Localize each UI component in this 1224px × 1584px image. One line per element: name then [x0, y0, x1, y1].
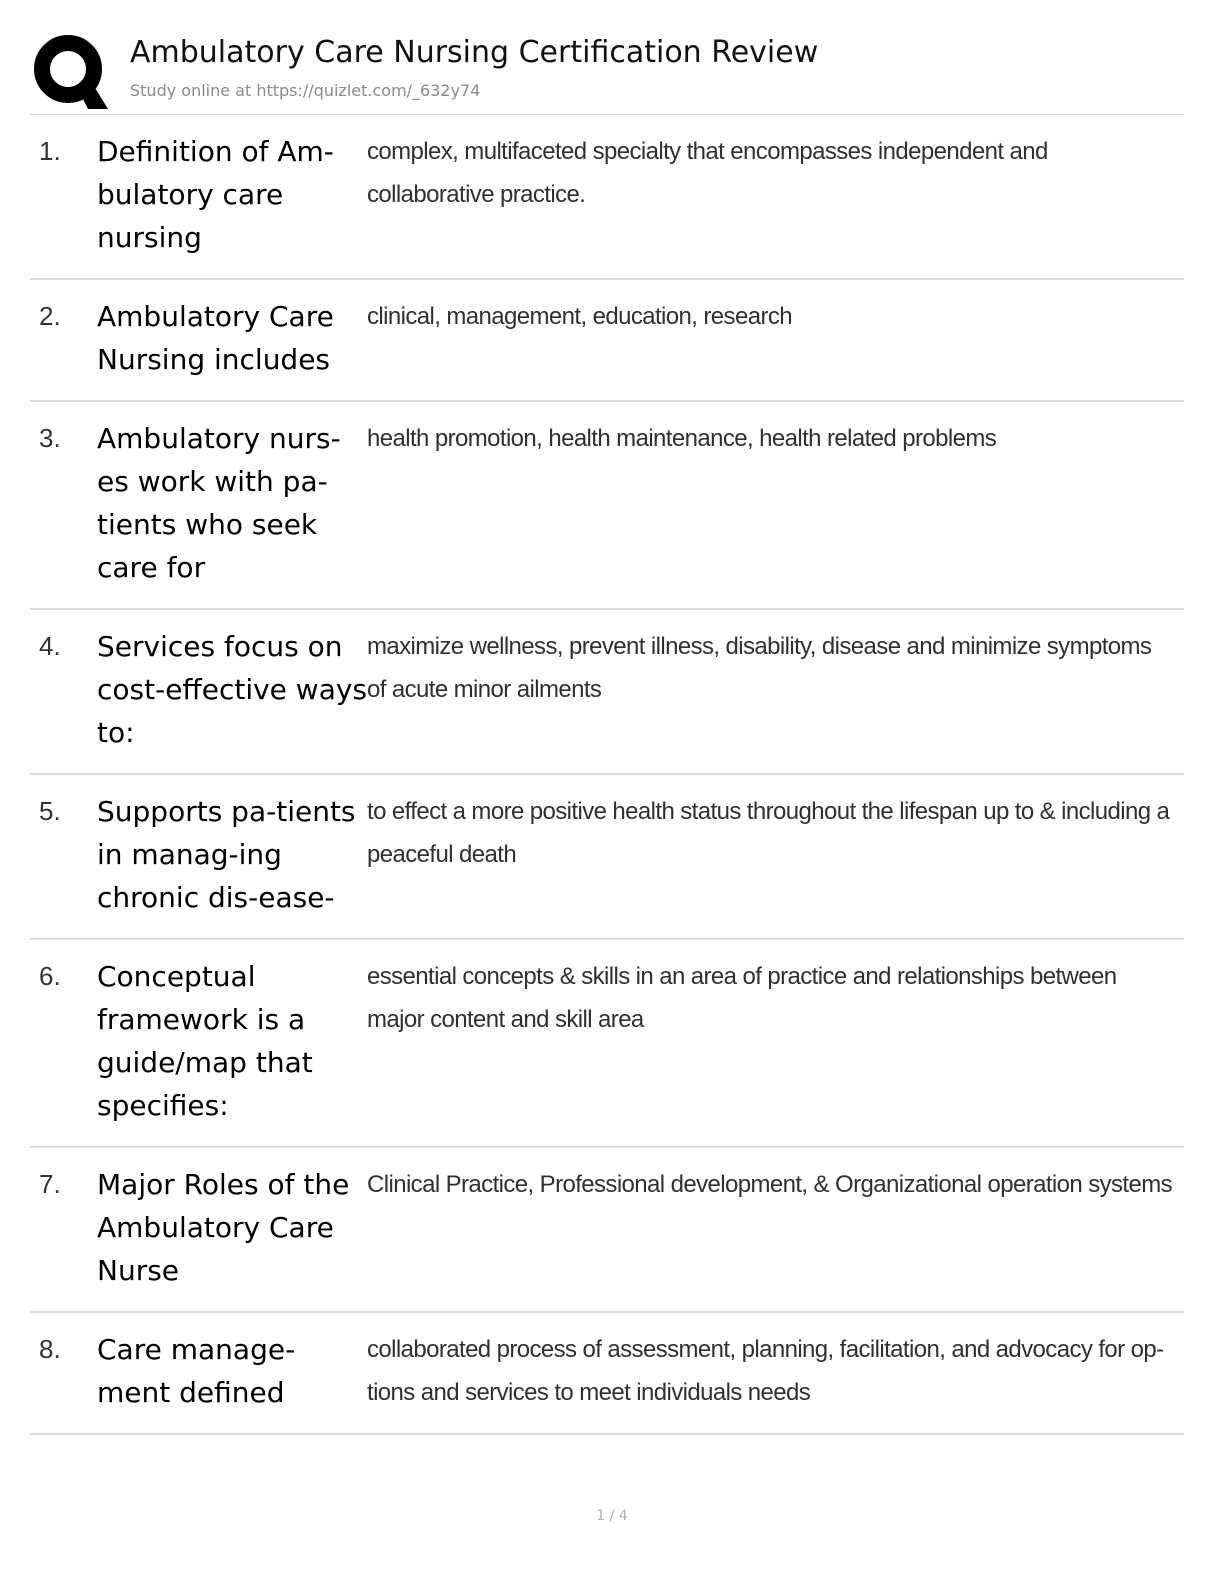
- card-number: 4.: [39, 631, 61, 661]
- card-definition: complex, multifaceted specialty that encompasses independent and collaborative practice.: [367, 138, 1048, 208]
- card-number: 3.: [39, 423, 61, 453]
- card-definition: essential concepts & skills in an area of practice and relationships between major content and skill area: [367, 963, 1117, 1033]
- card-term: Conceptual framework is a guide/map that specifies:: [97, 960, 313, 1122]
- card-number: 2.: [39, 301, 61, 331]
- card-term: Ambulatory nurs-es work with pa-tients who seek care for: [97, 422, 341, 584]
- quizlet-logo-icon: [32, 33, 108, 109]
- page-header: [30, 28, 1184, 114]
- page-title: Ambulatory Care Nursing Certification Review: [130, 35, 819, 70]
- page-number: 1 / 4: [596, 1508, 628, 1524]
- card-definition: to effect a more positive health status throughout the lifespan up to & including a peaceful death: [367, 798, 1170, 868]
- card-term: Definition of Am-bulatory care nursing: [97, 135, 334, 254]
- card-definition: collaborated process of assessment, planning, facilitation, and advocacy for op-tions and services to meet individuals needs: [367, 1336, 1164, 1406]
- flashcard-row: [30, 1148, 1184, 1313]
- card-term: Care manage-ment defined: [97, 1333, 296, 1409]
- flashcard-row: [30, 402, 1184, 610]
- card-definition: Clinical Practice, Professional development, & Organizational operation systems: [367, 1171, 1173, 1198]
- flashcard-row: [30, 115, 1184, 280]
- card-definition: clinical, management, education, research: [367, 303, 792, 330]
- card-number: 5.: [39, 796, 61, 826]
- flashcard-row: [30, 1313, 1184, 1435]
- card-term: Ambulatory Care Nursing includes: [97, 300, 334, 376]
- card-term: Major Roles of the Ambulatory Care Nurse: [97, 1168, 350, 1287]
- card-number: 1.: [39, 136, 61, 166]
- flashcard-row: [30, 775, 1184, 940]
- flashcard-row: [30, 280, 1184, 402]
- card-definition: maximize wellness, prevent illness, disability, disease and minimize symptoms of acute minor ailments: [367, 633, 1152, 703]
- card-number: 8.: [39, 1334, 61, 1364]
- card-number: 7.: [39, 1169, 61, 1199]
- card-definition: health promotion, health maintenance, health related problems: [367, 425, 997, 452]
- card-term: Supports pa-tients in manag-ing chronic dis-ease-: [97, 795, 356, 914]
- card-number: 6.: [39, 961, 61, 991]
- study-online-link[interactable]: Study online at https://quizlet.com/_632y74: [130, 81, 481, 100]
- flashcard-row: [30, 940, 1184, 1148]
- flashcard-row: [30, 610, 1184, 775]
- flashcard-list: [30, 115, 1184, 1435]
- card-term: Services focus on cost-effective ways to:: [97, 630, 368, 749]
